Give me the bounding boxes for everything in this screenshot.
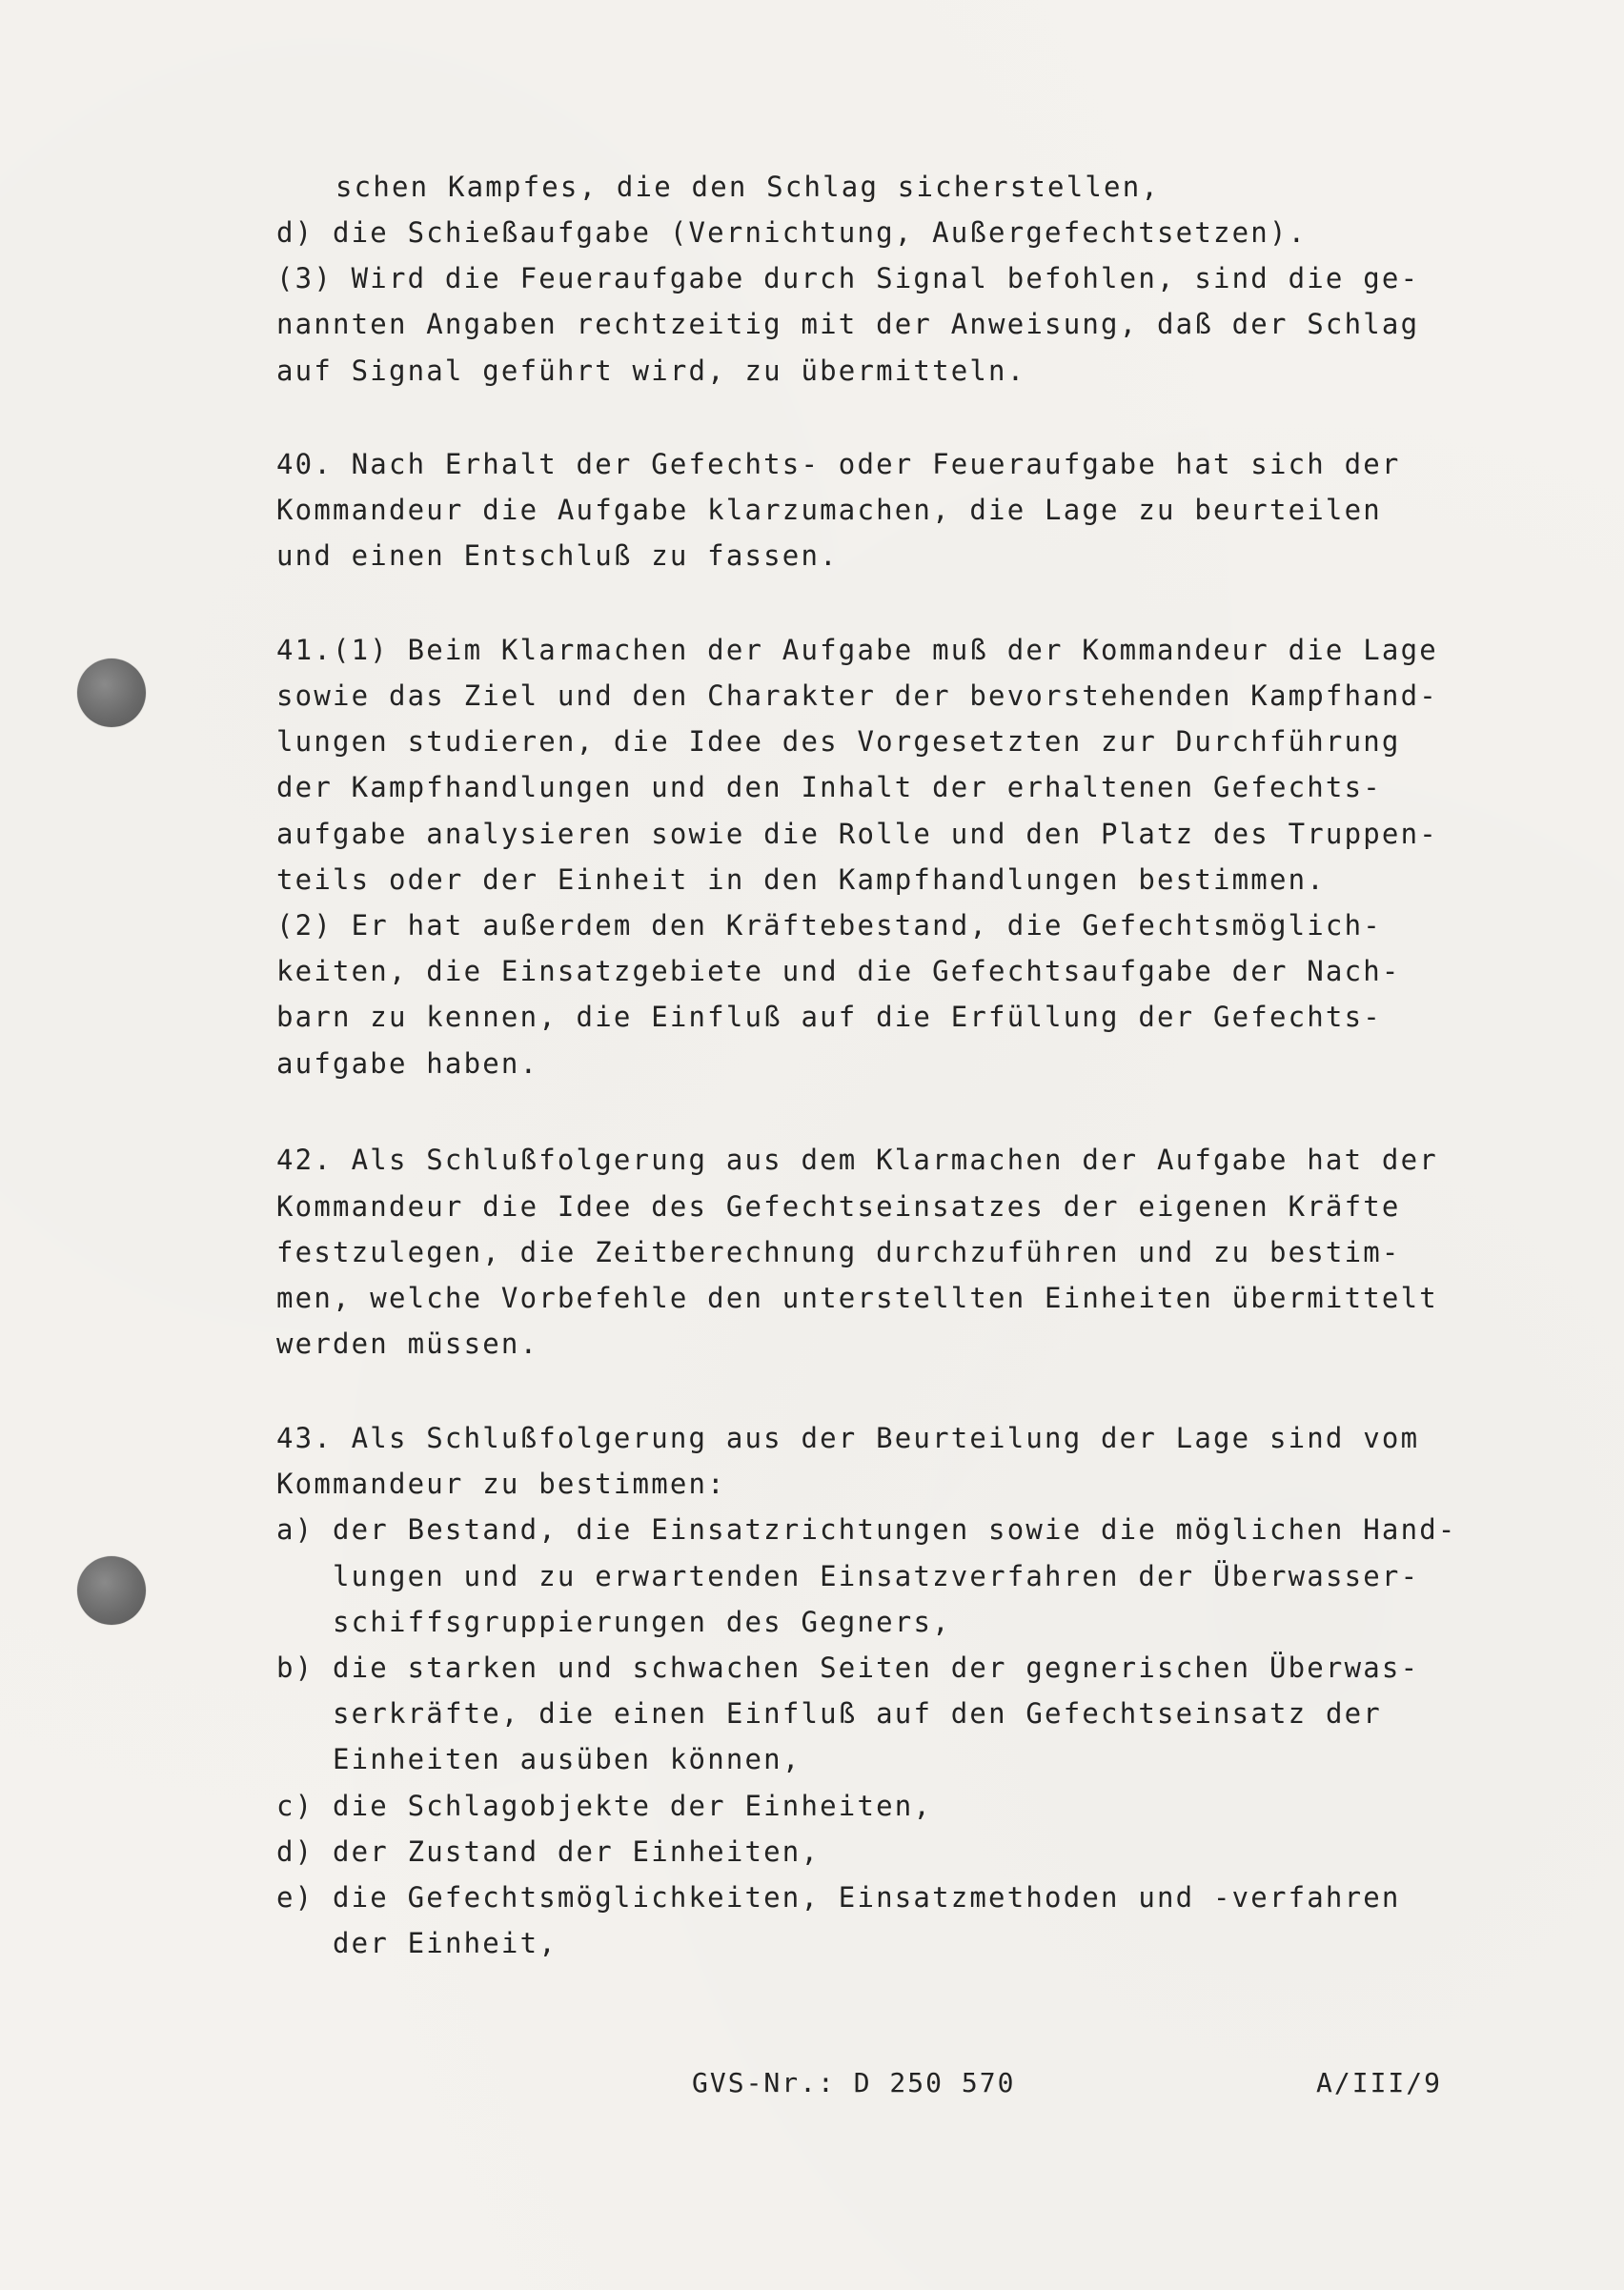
text-line: d) der Zustand der Einheiten, [276, 1835, 821, 1868]
text-line: schiffsgruppierungen des Gegners, [333, 1606, 951, 1638]
document-number: GVS-Nr.: D 250 570 [692, 2067, 1016, 2098]
text-line: men, welche Vorbefehle den unterstellten Einheiten übermittelt [276, 1282, 1438, 1314]
text-line: barn zu kennen, die Einfluß auf die Erfüllung der Gefechts- [276, 1001, 1382, 1033]
text-line: lungen und zu erwartenden Einsatzverfahren der Überwasser- [333, 1560, 1420, 1592]
text-line: Einheiten ausüben können, [333, 1743, 802, 1775]
text-line: aufgabe analysieren sowie die Rolle und den Platz des Truppen- [276, 818, 1438, 850]
punch-hole-top [77, 659, 146, 727]
text-line: und einen Entschluß zu fassen. [276, 539, 839, 572]
text-line: nannten Angaben rechtzeitig mit der Anweisung, daß der Schlag [276, 308, 1420, 340]
text-line: serkräfte, die einen Einfluß auf den Gefechtseinsatz der [333, 1697, 1382, 1730]
text-line: b) die starken und schwachen Seiten der gegnerischen Überwas- [276, 1652, 1420, 1684]
text-line: a) der Bestand, die Einsatzrichtungen sowie die möglichen Hand- [276, 1513, 1457, 1546]
text-line: Kommandeur die Idee des Gefechtseinsatzes der eigenen Kräfte [276, 1190, 1401, 1223]
text-line: c) die Schlagobjekte der Einheiten, [276, 1790, 933, 1822]
text-line: 42. Als Schlußfolgerung aus dem Klarmachen der Aufgabe hat der [276, 1144, 1438, 1176]
text-line: der Kampfhandlungen und den Inhalt der erhaltenen Gefechts- [276, 771, 1382, 803]
text-line: Kommandeur zu bestimmen: [276, 1468, 726, 1500]
punch-hole-bottom [77, 1556, 146, 1625]
text-line: auf Signal geführt wird, zu übermitteln. [276, 355, 1026, 387]
text-line: schen Kampfes, die den Schlag sicherstellen, [335, 171, 1161, 203]
page-reference: A/III/9 [1316, 2067, 1443, 2098]
text-line: aufgabe haben. [276, 1047, 539, 1080]
text-line: lungen studieren, die Idee des Vorgesetzten zur Durchführung [276, 725, 1401, 758]
text-line: der Einheit, [333, 1927, 558, 1959]
text-line: d) die Schießaufgabe (Vernichtung, Außergefechtsetzen). [276, 216, 1308, 249]
text-line: (3) Wird die Feueraufgabe durch Signal befohlen, sind die ge- [276, 262, 1420, 294]
text-line: 41.(1) Beim Klarmachen der Aufgabe muß der Kommandeur die Lage [276, 634, 1438, 666]
text-line: (2) Er hat außerdem den Kräftebestand, die Gefechtsmöglich- [276, 909, 1382, 942]
text-line: e) die Gefechtsmöglichkeiten, Einsatzmethoden und -verfahren [276, 1881, 1401, 1914]
text-line: 43. Als Schlußfolgerung aus der Beurteilung der Lage sind vom [276, 1422, 1420, 1454]
text-line: werden müssen. [276, 1327, 539, 1360]
text-line: keiten, die Einsatzgebiete und die Gefechtsaufgabe der Nach- [276, 955, 1401, 987]
text-line: sowie das Ziel und den Charakter der bevorstehenden Kampfhand- [276, 679, 1438, 712]
text-line: 40. Nach Erhalt der Gefechts- oder Feueraufgabe hat sich der [276, 448, 1401, 480]
text-line: teils oder der Einheit in den Kampfhandlungen bestimmen. [276, 863, 1326, 896]
text-line: festzulegen, die Zeitberechnung durchzuführen und zu bestim- [276, 1236, 1401, 1268]
text-line: Kommandeur die Aufgabe klarzumachen, die Lage zu beurteilen [276, 494, 1382, 526]
